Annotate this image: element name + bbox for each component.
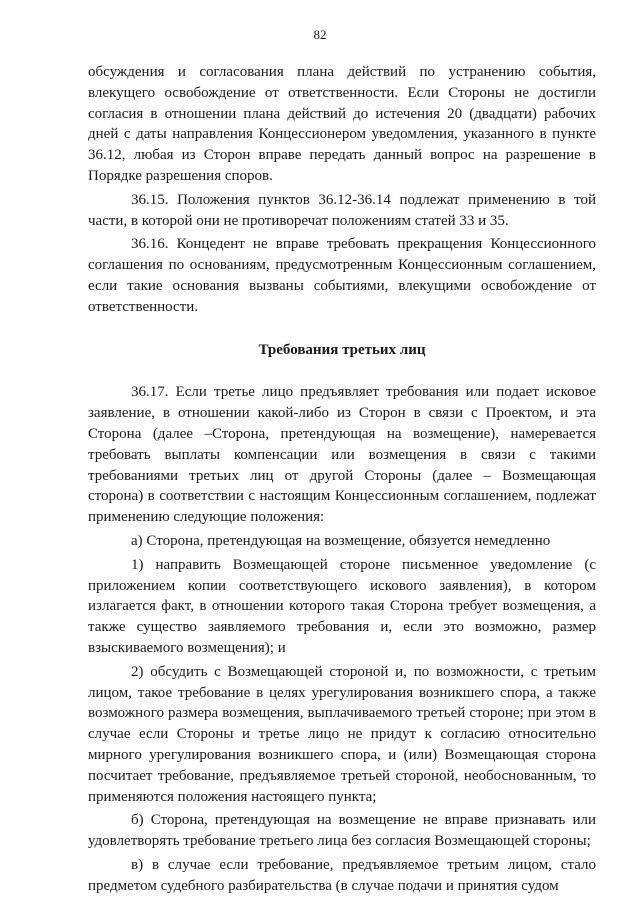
paragraph-36-16: 36.16. Концедент не вправе требовать прекращения Концессионного соглашения по основаниям, предусмотренным Концессионным соглашением, если такие основания вызваны событиями, влекущими освобождение от ответственности. [88,236,596,315]
paragraph-36-15: 36.15. Положения пунктов 36.12-36.14 подлежат применению в той части, в которой они не противоречат положениям статей 33 и 35. [88,191,596,229]
paragraph-36-17: 36.17. Если третье лицо предъявляет требования или подает исковое заявление, в отношении какой-либо из Сторон в связи с Проектом, и эта Сторона (далее –Сторона, претендующая на возмещение), намеревается требовать выплаты компенсации или возмещения в связи с такими требованиями третьих лиц от другой Стороны (далее – Возмещающая сторона) в соответствии с настоящим Концессионным соглашением, подлежат применению следующие положения: [88,384,596,526]
paragraph-item-v: в) в случае если требование, предъявляемое третьим лицом, стало предметом судебного разбирательства (в случае подачи и принятия судом [88,856,596,894]
paragraph-item-a: а) Сторона, претендующая на возмещение, обязуется немедленно [131,532,551,549]
page-number: 82 [313,27,327,42]
section-heading: Требования третьих лиц [258,341,426,358]
paragraph-item-a-1: 1) направить Возмещающей стороне письменное уведомление (с приложением копии соответствующего искового заявления), в котором излагается факт, в отношении которого такая Сторона требует возмещения, а также существо заявляемого требования и, если это возможно, размер взыскиваемого возмещения); и [88,556,596,656]
paragraph-item-a-2: 2) обсудить с Возмещающей стороной и, по возможности, с третьим лицом, такое требование в целях урегулирования возникшего спора, а также возможного размера возмещения, выплачиваемого третьей стороне; при этом в случае если Стороны и третье лицо не придут к согласию относительно мирного урегулирования возникшего спора, и (или) Возмещающая сторона посчитает требование, предъявляемое третьей стороной, необоснованным, то применяются положения настоящего пункта; [88,663,596,805]
paragraph-continuation: обсуждения и согласования плана действий по устранению события, влекущего освобождение от ответственности. Если Стороны не достигли согласия в отношении плана действий до истечения 20 (двадцати) рабочих дней с даты направления Концессионером уведомления, указанного в пункте 36.12, любая из Сторон вправе передать данный вопрос на разрешение в Порядке разрешения споров. [88,64,596,184]
document-body [88,62,596,896]
paragraph-item-b: б) Сторона, претендующая на возмещение не вправе признавать или удовлетворять требование третьего лица без согласия Возмещающей стороны; [88,812,596,850]
